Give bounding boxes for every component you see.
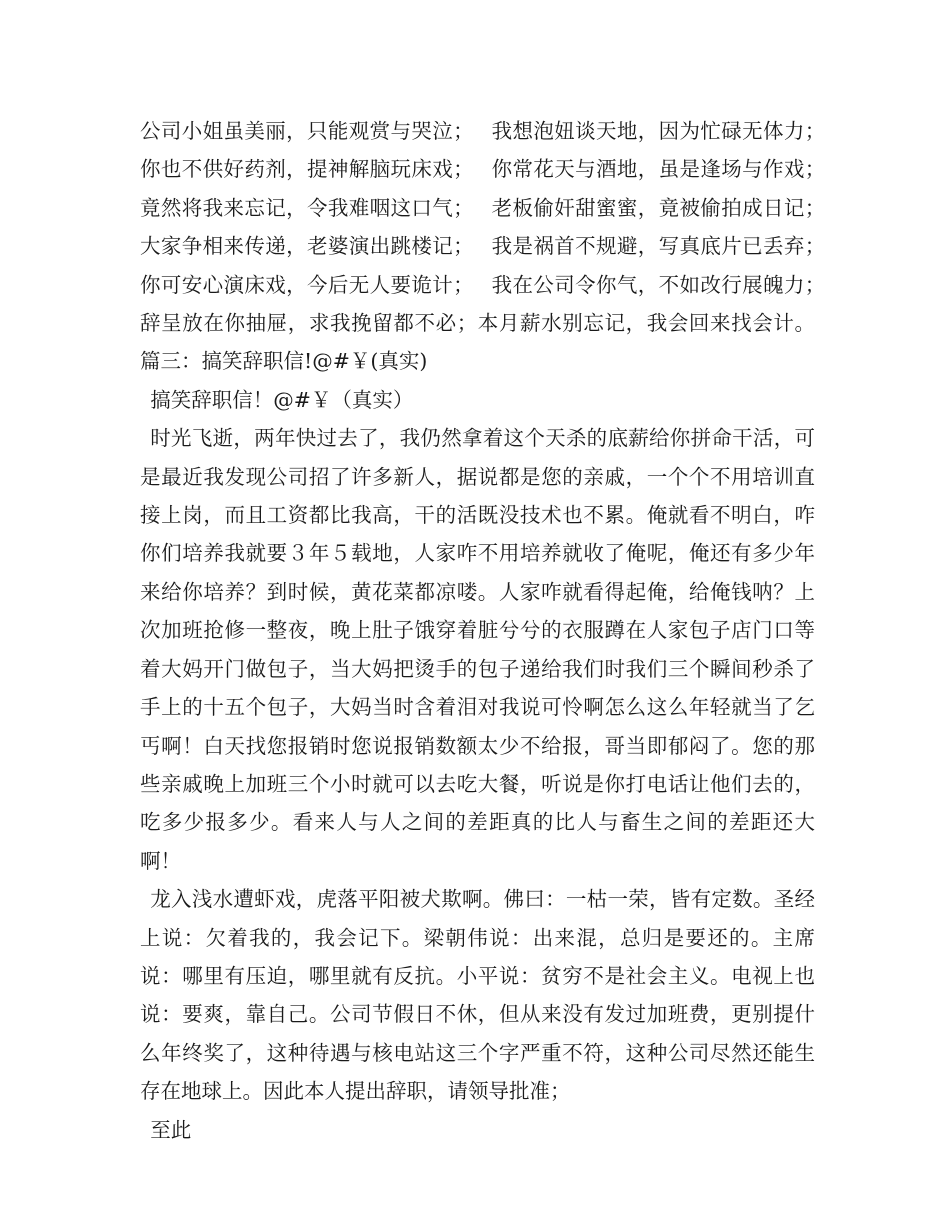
body-paragraph-2: 龙入浅水遭虾戏，虎落平阳被犬欺啊。佛曰：一枯一荣，皆有定数。圣经上说：欠着我的，我会记下。梁朝伟说：出来混，总归是要还的。主席说：哪里有压迫，哪里就有反抗。小平说：贫穷不是社会主义。电视上也说：要爽，靠自己。公司节假日不休，但从来没有发过加班费，更别提什么年终奖了，这种待遇与核电站这三个字严重不符，这种公司尽然还能生存在地球上。因此本人提出辞职，请领导批准； (140, 887, 815, 1104)
document-page (140, 112, 843, 1149)
closing-paragraph: 至此 (150, 1117, 192, 1142)
poem-ending-paragraph: 公司小姐虽美丽，只能观赏与哭泣； 我想泡妞谈天地，因为忙碌无体力； 你也不供好药剂，提神解脑玩床戏； 你常花天与酒地，虽是逢场与作戏； 竟然将我来忘记，令我难咽这口气； 老板偷奸甜蜜蜜，竟被偷拍成日记； 大家争相来传递，老婆演出跳楼记； 我是祸首不规避，写真底片已丢弃； 你可安心演床戏，今后无人要诡计； 我在公司令你气，不如改行展魄力； 辞呈放在你抽屉，求我挽留都不必；本月薪水别忘记，我会回来找会计。篇三：搞笑辞职信!@#￥(真实) (140, 119, 843, 374)
body-paragraph-1: 时光飞逝，两年快过去了，我仍然拿着这个天杀的底薪给你拼命干活，可是最近我发现公司招了许多新人，据说都是您的亲戚，一个个不用培训直接上岗，而且工资都比我高，干的活既没技术也不累。俺就看不明白，咋你们培养我就要３年５载地，人家咋不用培养就收了俺呢，俺还有多少年来给你培养？到时候，黄花菜都凉喽。人家咋就看得起俺，给俺钱呐？上次加班抢修一整夜，晚上肚子饿穿着脏兮兮的衣服蹲在人家包子店门口等着大妈开门做包子，当大妈把烫手的包子递给我们时我们三个瞬间秒杀了手上的十五个包子，大妈当时含着泪对我说可怜啊怎么这么年轻就当了乞丐啊！白天找您报销时您说报销数额太少不给报，哥当即郁闷了。您的那些亲戚晚上加班三个小时就可以去吃大餐，听说是你打电话让他们去的，吃多少报多少。看来人与人之间的差距真的比人与畜生之间的差距还大啊！ (140, 426, 815, 873)
letter-heading: 搞笑辞职信！@#￥（真实） (150, 387, 414, 412)
